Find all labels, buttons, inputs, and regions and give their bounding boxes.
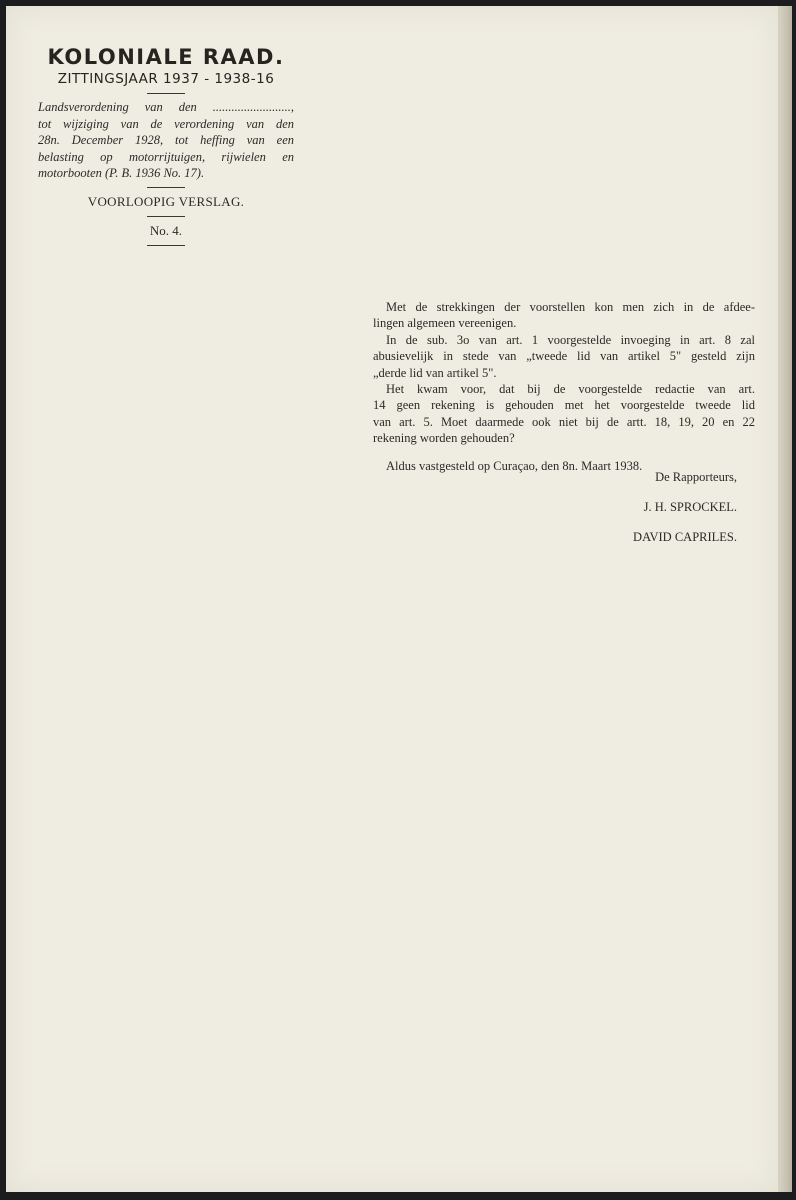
rapporteurs-label: De Rapporteurs, — [655, 470, 737, 484]
report-title: VOORLOOPIG VERSLAG. — [87, 193, 245, 209]
paragraph-1 — [373, 299, 755, 332]
document-header — [36, 44, 296, 251]
ordinance-line: Landsverordening van den ........................., — [38, 100, 294, 114]
ordinance-line: tot wijziging van de verordening van den — [38, 116, 294, 131]
divider — [147, 216, 185, 217]
report-body — [373, 299, 755, 474]
text-line: van art. 5. Moet daarmede ook niet bij de artt. 18, 19, 20 en 22 — [373, 414, 755, 429]
text-line: Het kwam voor, dat bij de voorgestelde redactie van art. — [386, 382, 755, 397]
rapporteur-name: DAVID CAPRILES. — [633, 530, 737, 544]
council-title: KOLONIALE RAAD. — [47, 45, 285, 69]
text-line: „derde lid van artikel 5". — [373, 365, 497, 380]
paragraph-2 — [373, 332, 755, 381]
text-line: lingen algemeen vereenigen. — [373, 316, 517, 331]
paragraph-3 — [373, 381, 755, 447]
ordinance-line: belasting op motorrijtuigen, rijwielen en — [38, 149, 294, 164]
report-number: No. 4. — [149, 222, 183, 238]
divider — [147, 93, 185, 94]
document-page — [6, 6, 778, 1192]
text-line: Met de strekkingen der voorstellen kon men zich in de afdee- — [386, 300, 755, 314]
closing-line: Aldus vastgesteld op Curaçao, den 8n. Maart 1938. — [386, 458, 643, 473]
divider — [147, 245, 185, 246]
text-line: abusievelijk in stede van „tweede lid van artikel 5" gesteld zijn — [373, 349, 755, 364]
text-line: rekening worden gehouden? — [373, 431, 515, 446]
page-edge — [778, 6, 792, 1192]
text-line: 14 geen rekening is gehouden met het voorgestelde tweede lid — [373, 398, 755, 413]
ordinance-description — [36, 99, 296, 182]
session-year: ZITTINGSJAAR 1937 - 1938-16 — [57, 71, 275, 87]
rapporteur-name: J. H. SPROCKEL. — [643, 500, 737, 514]
divider — [147, 187, 185, 188]
ordinance-line: motorbooten (P. B. 1936 No. 17). — [38, 166, 205, 180]
text-line: In de sub. 3o van art. 1 voorgestelde invoeging in art. 8 zal — [386, 332, 755, 347]
ordinance-line: 28n. December 1928, tot heffing van een — [38, 133, 294, 147]
